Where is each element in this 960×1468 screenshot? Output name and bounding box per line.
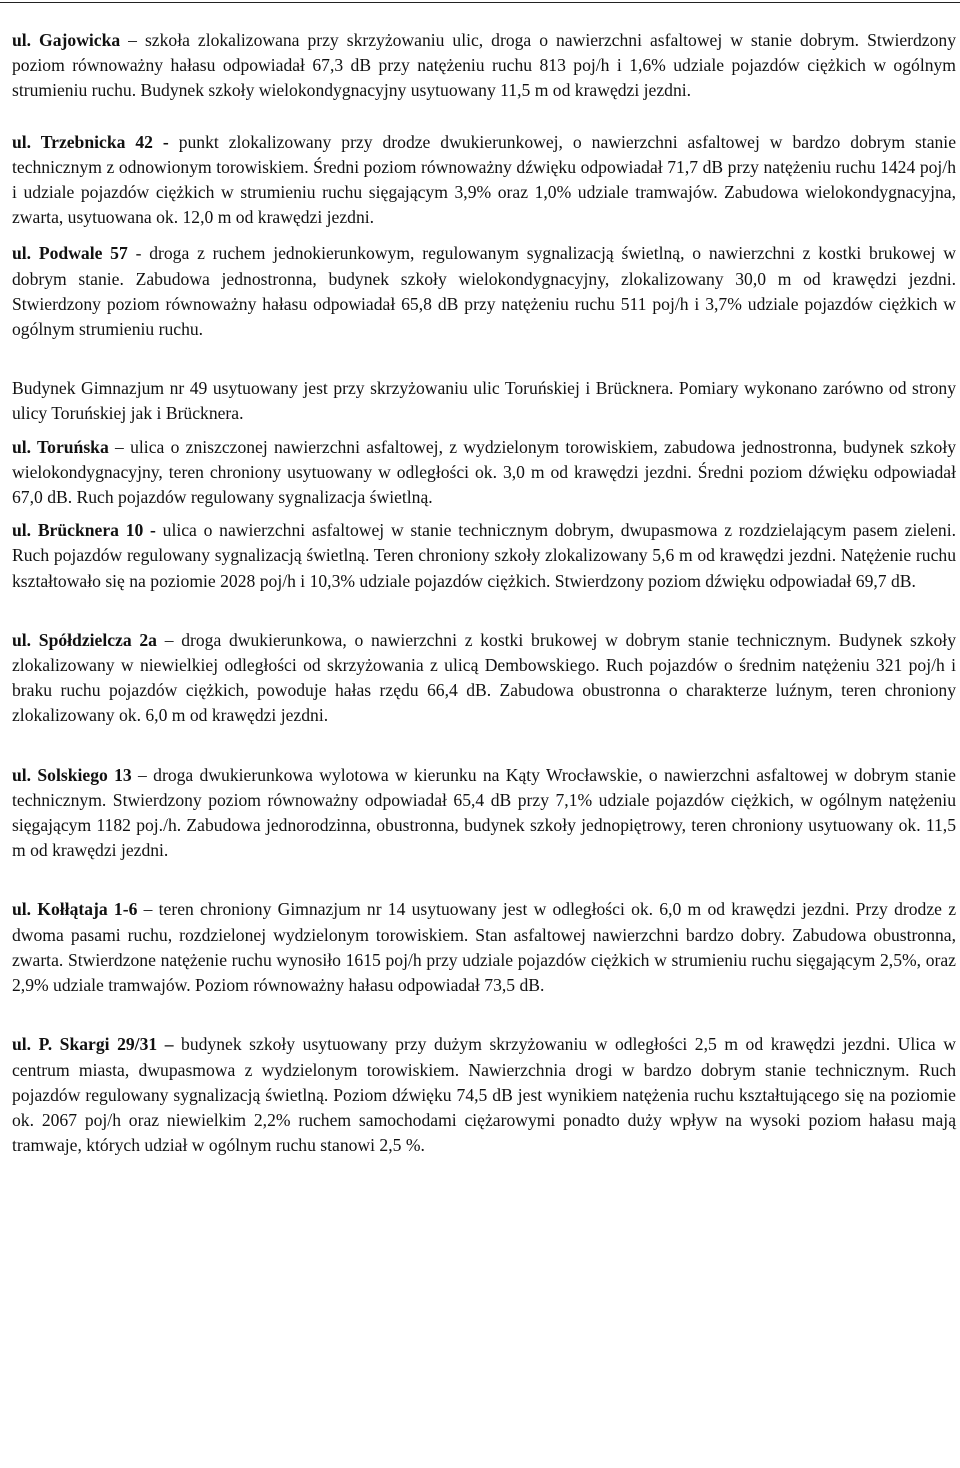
street-heading: ul. P. Skargi 29/31 – xyxy=(12,1034,174,1055)
street-heading: ul. Brücknera 10 - xyxy=(12,520,156,541)
paragraph-spacer xyxy=(12,104,956,130)
paragraph-spacer xyxy=(12,998,956,1032)
street-heading: ul. Gajowicka xyxy=(12,30,121,50)
paragraph-text: – szkoła zlokalizowana przy skrzyżowaniu ulic, droga o nawierzchni asfaltowej w stanie dobrym. Stwierdzony poziom równoważny hałasu odpowiadał 67,3 dB przy natężeniu ruchu 813 poj/h i 1,6% udziale pojazdów ciężkich w ogólnym strumieniu ruchu. Budynek szkoły wielokondygnacyjny usytuowany 11,5 m od krawędzi jezdni. xyxy=(12,30,957,101)
paragraph-text: – droga dwukierunkowa, o nawierzchni z kostki brukowej w dobrym stanie technicznym. Budynek szkoły zlokalizowany w niewielkiej odległości od skrzyżowania z ulicą Dembowskiego. Ruch pojazdów o średnim natężeniu 321 poj/h i braku ruchu pojazdów ciężkich, powoduje hałas rzędu 66,4 dB. Zabudowa obustronna o charakterze luźnym, teren chroniony zlokalizowany ok. 6,0 m od krawędzi jezdni. xyxy=(12,629,956,726)
paragraph-text: – ulica o zniszczonej nawierzchni asfaltowej, z wydzielonym torowiskiem, zabudowa jednostronna, budynek szkoły wielokondygnacyjny, teren chroniony usytuowany w odległości ok. 3,0 m od krawędzi jezdni. Średni poziom dźwięku odpowiadał 67,0 dB. Ruch pojazdów regulowany sygnalizacja świetlną. xyxy=(12,436,957,508)
paragraph-spacer xyxy=(12,863,956,897)
paragraph-text: – teren chroniony Gimnazjum nr 14 usytuowany jest w odległości ok. 6,0 m od krawędzi jezdni. Przy drodze z dwoma pasami ruchu, rozdzielonej wydzielonym torowiskiem. Stan asfaltowej nawierzchni bardzo dobry. Zabudowa obustronna, zwarta. Stwierdzone natężenie ruchu wynosiło 1615 poj/h przy udziale pojazdów ciężkich w strumieniu ruchu sięgającym 2,5%, oraz 2,9% udziale tramwajów. Poziom równoważny hałasu odpowiadał 73,5 dB. xyxy=(12,899,957,996)
paragraph-spacer xyxy=(12,729,956,763)
paragraph-trzebnicka xyxy=(12,130,956,231)
paragraph-text: Budynek Gimnazjum nr 49 usytuowany jest przy skrzyżowaniu ulic Toruńskiej i Brücknera. Pomiary wykonano zarówno od strony ulicy Toruńskiej jak i Brücknera. xyxy=(12,378,956,424)
document-body xyxy=(12,28,956,1158)
paragraph-text: – droga dwukierunkowa wylotowa w kierunku na Kąty Wrocławskie, o nawierzchni asfaltowej w dobrym stanie technicznym. Stwierdzony poziom równoważny odpowiadał 65,4 dB przy 7,1% udziale pojazdów ciężkich, w ogólnym natężeniu sięgającym 1182 poj./h. Zabudowa jednorodzinna, obustronna, budynek szkoły jednopiętrowy, teren chroniony usytuowany ok. 11,5 m od krawędzi jezdni. xyxy=(12,764,956,861)
street-heading: ul. Spółdzielcza 2a xyxy=(12,629,157,650)
paragraph-spacer xyxy=(12,427,956,435)
street-heading: ul. Trzebnicka 42 - xyxy=(12,131,169,152)
paragraph-gajowicka xyxy=(12,28,956,104)
paragraph-text: - droga z ruchem jednokierunkowym, regulowanym sygnalizacją świetlną, o nawierzchni z kostki brukowej w dobrym stanie. Zabudowa jednostronna, budynek szkoły wielokondygnacyjny, zlokalizowany 30,0 m od krawędzi jezdni. Stwierdzony poziom równoważny hałasu odpowiadał 65,8 dB przy natężeniu ruchu 511 poj/h i 3,7% udziale pojazdów ciężkich w ogólnym strumieniu ruchu. xyxy=(12,243,956,340)
paragraph-spacer xyxy=(12,230,956,241)
paragraph-spoldzielcza xyxy=(12,628,956,729)
paragraph-skargi xyxy=(12,1032,956,1158)
paragraph-podwale xyxy=(12,241,956,342)
paragraph-text: budynek szkoły usytuowany przy dużym skrzyżowaniu w odległości 2,5 m od krawędzi jezdni. Ulica w centrum miasta, dwupasmowa z wydzielonym torowiskiem. Nawierzchnia drogi w bardzo dobrym stanie technicznym. Ruch pojazdów regulowany sygnalizacją świetlną. Poziom dźwięku 74,5 dB jest wynikiem natężenia ruchu kształtującego się na poziomie ok. 2067 poj/h oraz niewielkim 2,2% ruchem samochodami ciężarowymi ponadto duży wpływ na wysoki poziom hałasu mają tramwaje, których udział w ogólnym ruchu stanowi 2,5 %. xyxy=(12,1034,956,1156)
paragraph-solskiego xyxy=(12,763,956,864)
page-top-rule xyxy=(0,2,960,3)
street-heading: ul. Podwale 57 xyxy=(12,243,128,264)
paragraph-brucknera xyxy=(12,518,956,594)
paragraph-spacer xyxy=(12,594,956,628)
paragraph-text: punkt zlokalizowany przy drodze dwukierunkowej, o nawierzchni asfaltowej w bardzo dobrym stanie technicznym z odnowionym torowiskiem. Średni poziom równoważny dźwięku odpowiadał 71,7 dB przy natężeniu ruchu 1424 poj/h i udziale pojazdów ciężkich w strumieniu ruchu sięgającym 3,9% oraz 1,0% udziale tramwajów. Zabudowa wielokondygnacyjna, zwarta, usytuowana ok. 12,0 m od krawędzi jezdni. xyxy=(12,131,957,228)
street-heading: ul. Kołłątaja 1-6 xyxy=(12,899,138,920)
paragraph-torunska xyxy=(12,435,956,511)
street-heading: ul. Toruńska xyxy=(12,436,109,457)
street-heading: ul. Solskiego 13 xyxy=(12,764,132,785)
paragraph-spacer xyxy=(12,342,956,376)
paragraph-spacer xyxy=(12,510,956,518)
paragraph-kollataja xyxy=(12,897,956,998)
paragraph-gimnazjum-49 xyxy=(12,376,956,426)
paragraph-text: ulica o nawierzchni asfaltowej w stanie technicznym dobrym, dwupasmowa z rozdzielającym pasem zieleni. Ruch pojazdów regulowany sygnalizacją świetlną. Teren chroniony szkoły zlokalizowany 5,6 m od krawędzi jezdni. Natężenie ruchu kształtowało się na poziomie 2028 poj/h i 10,3% udziale pojazdów ciężkich. Stwierdzony poziom dźwięku odpowiadał 69,7 dB. xyxy=(12,520,957,591)
